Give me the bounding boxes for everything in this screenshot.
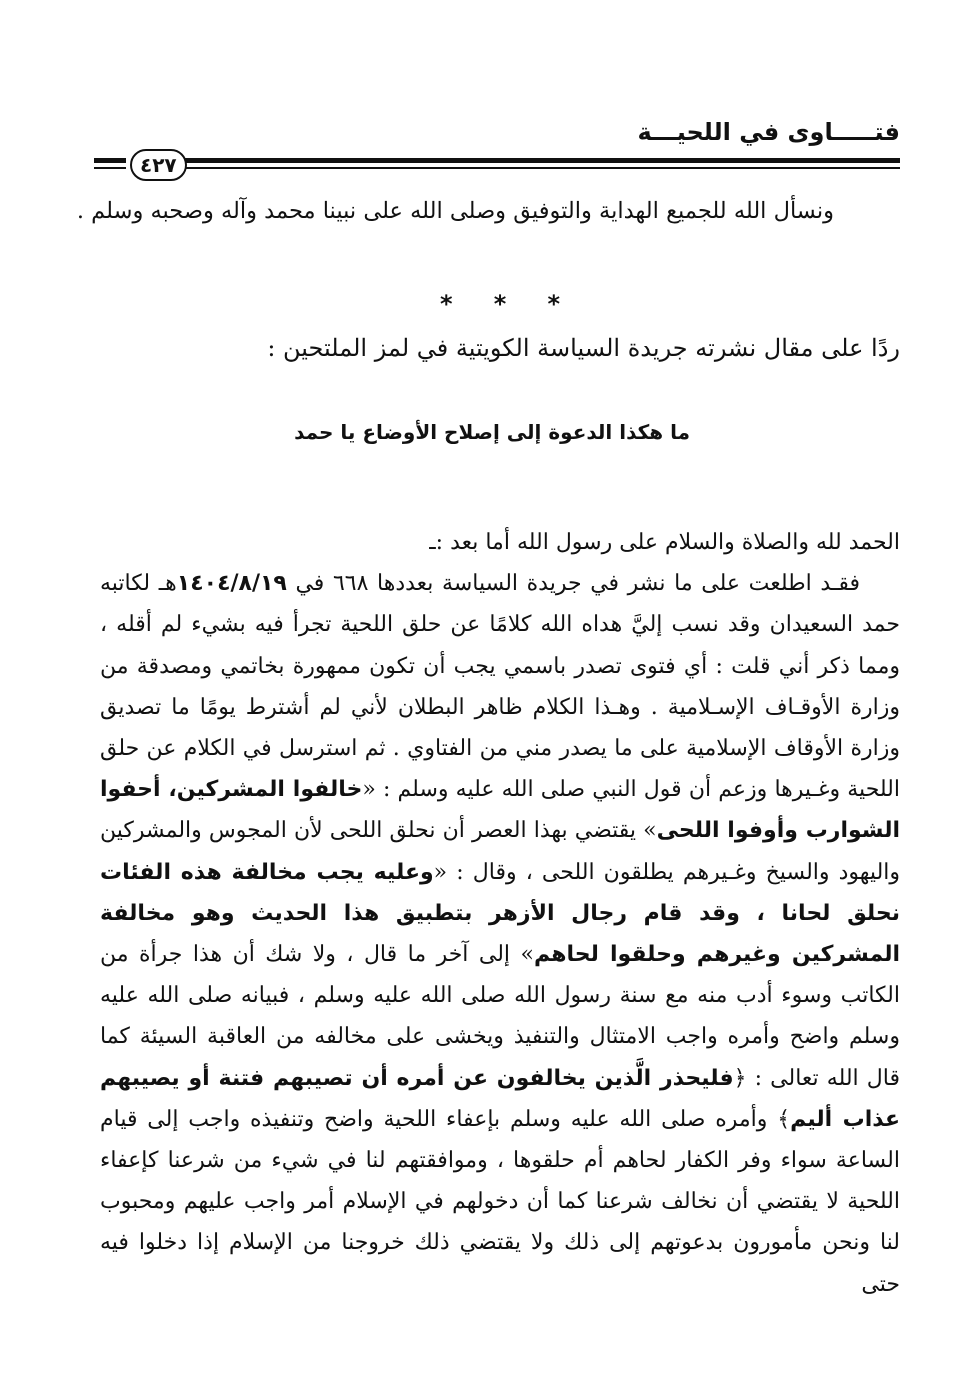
opening-line: الحمد لله والصلاة والسلام على رسول الله أما بعد :ـ (429, 530, 900, 555)
paragraph-text: » يقتضي بهذا العصر أن نحلق اللحى لأن المجوس والمشركين واليهود والسيخ وغـيرهم يطلقون اللحى ، وقال : « (100, 818, 901, 885)
paragraph-text: ﴾ وأمره صلى الله عليه وسلم بإعفاء اللحية واضح وتنفيذه واجب إلى قيام الساعة سواء وفر الكفار لحاهم أم حلقوها ، وموافقتهم لنا في شيء من شرعنا كإعفاء اللحية لا يقتضي أن نخالف شرعنا كما أن دخولهم في الإسلام أمر واجب عليهم ومحبوب لنا ونحن مأمورون بدعوتهم إلى ذلك ولا يقتضي ذلك خروجنا من الإسلام إذا دخلوا فيه حتى (100, 1106, 900, 1297)
paragraph-text: فقـد اطلعت على ما نشر في جريدة السياسة بعددها ٦٦٨ في (286, 571, 861, 597)
paragraph-text: » إلى آخر ما قال ، ولا شك أن هذا جرأة من الكاتب وسوء أدب منه مع سنة رسول الله صلى الله عليه وسلم ، فبيانه صلى الله عليه وسلم واضح وأمره واجب الامتثال والتنفيذ ويخشى على مخالفه من العاقبة السيئة كما قال الله تعالى : ﴿ (100, 942, 901, 1091)
running-header-title: فتـــــاوى في اللحيـــة (637, 118, 900, 146)
separator-star: * (493, 290, 507, 318)
separator-star: * (440, 290, 453, 318)
hadith-quote: خالفوا المشركين، أحفوا الشوارب وأوفوا اللحى (100, 777, 900, 844)
main-paragraph (100, 563, 900, 1305)
header-rule-thick (176, 158, 900, 163)
page-number-rule-left (94, 158, 126, 172)
section-intro: ردًا على مقال نشرته جريدة السياسة الكويتية في لمز الملتحين : (267, 334, 900, 362)
writer-quote: وعليه يجب مخالفة هذه الفئات نحلق لحانا ، وقد قام رجال الأزهر بتطبيق هذا الحديث وهو مخالفة المشركين وغيرهم وحلقوا لحاهم (100, 859, 901, 968)
page-number-rule-right (191, 158, 223, 172)
separator-star: * (547, 290, 560, 318)
article-title: ما هكذا الدعوة إلى إصلاح الأوضاع يا حمد (294, 420, 690, 444)
section-separator (440, 290, 560, 318)
page-number-group (94, 148, 223, 182)
quran-verse: فليحذر الَّذين يخالفون عن أمره أن تصيبهم فتنة أو يصيبهم عذاب أليم (100, 1065, 901, 1132)
header-rule-thin (176, 167, 900, 169)
closing-prayer-line: ونسأل الله للجميع الهداية والتوفيق وصلى الله على نبينا محمد وآله وصحبه وسلم . (76, 198, 834, 224)
date-text: ١٤٠٤/٨/١٩ (176, 571, 287, 597)
paragraph-text: هـ لكاتبه حمد السعيدان وقد نسب إليَّ هداه الله كلامًا عن حلق اللحية تجرأ فيه بشيء لم أقله ، ومما ذكر أني قلت : أي فتوى تصدر باسمي يجب أن تكون ممهورة بخاتمي ومصدقة من وزارة الأوقـاف الإسـلامية . وهـذا الكلام ظاهر البطلان لأني لم أشترط يومًا ما تصديق وزارة الأوقاف الإسلامية على ما يصدر مني من الفتاوي . ثم استرسل في الكلام عن حلق اللحية وغـيرها وزعم أن قول النبي صلى الله عليه وسلم : « (100, 571, 901, 803)
body-text (100, 522, 900, 1305)
header-double-rule (176, 158, 900, 172)
page-number: ٤٢٧ (130, 149, 187, 181)
